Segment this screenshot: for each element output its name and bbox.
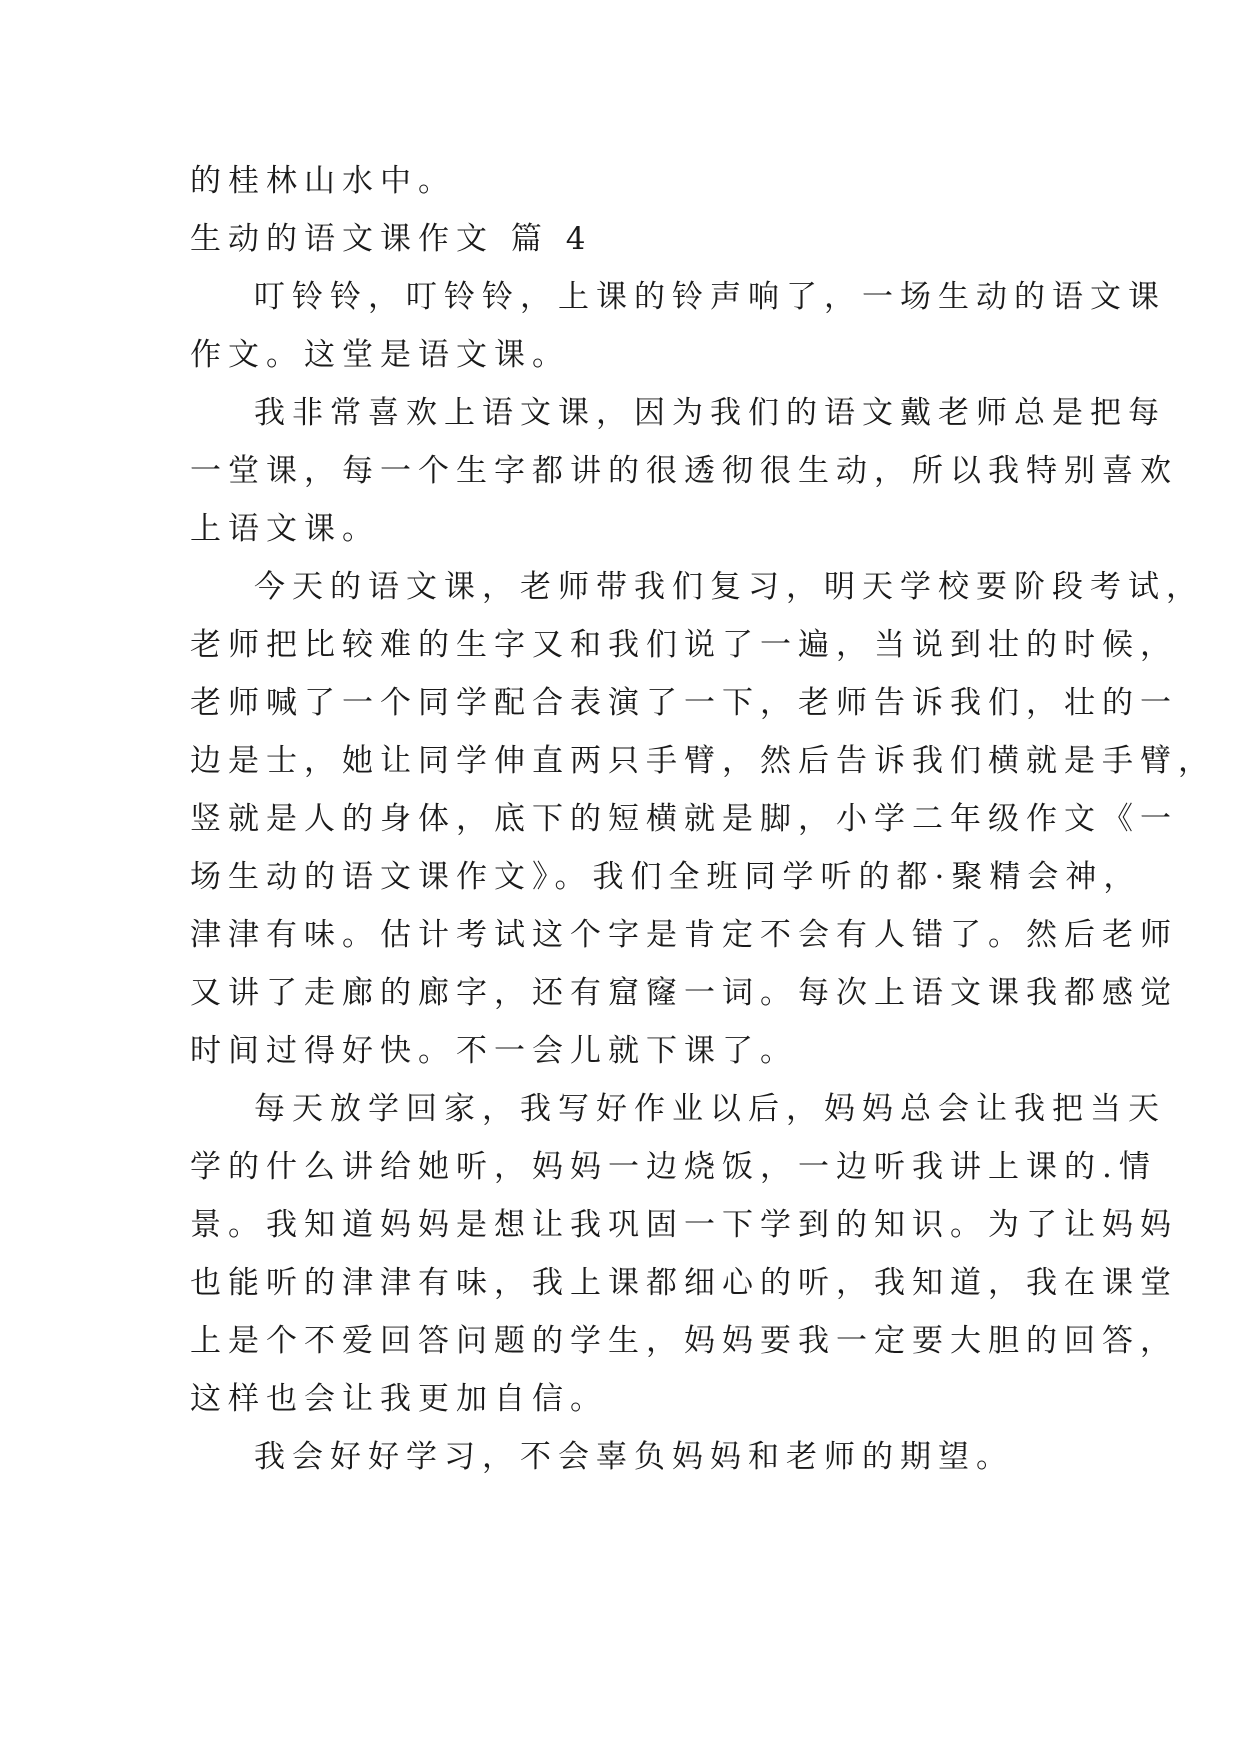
- paragraph-line: 老师喊了一个同学配合表演了一下，老师告诉我们，壮的一: [190, 685, 1178, 721]
- paragraph-5: [190, 1428, 1070, 1486]
- paragraph-3: [190, 558, 1216, 1080]
- paragraph-line: 我会好好学习，不会辜负妈妈和老师的期望。: [254, 1439, 1014, 1475]
- essay-heading: 生动的语文课作文 篇 4: [190, 221, 593, 257]
- paragraph-line: 今天的语文课，老师带我们复习，明天学校要阶段考试，: [254, 569, 1204, 605]
- paragraph-line: 景。我知道妈妈是想让我巩固一下学到的知识。为了让妈妈: [190, 1207, 1178, 1243]
- paragraph-line: 学的什么讲给她听，妈妈一边烧饭，一边听我讲上课的.情: [190, 1149, 1157, 1185]
- paragraph-line: 也能听的津津有味，我上课都细心的听，我知道，我在课堂: [190, 1265, 1178, 1301]
- paragraph-line: 上是个不爱回答问题的学生，妈妈要我一定要大胆的回答，: [190, 1323, 1178, 1359]
- paragraph-line: 上语文课。: [190, 511, 380, 547]
- continuation-line: 的桂林山水中。: [190, 163, 456, 199]
- paragraph-line: 场生动的语文课作文》。我们全班同学听的都·聚精会神，: [190, 859, 1142, 895]
- paragraph-2: [190, 384, 1178, 558]
- paragraph-line: 我非常喜欢上语文课，因为我们的语文戴老师总是把每: [254, 395, 1166, 431]
- paragraph-line: 时间过得好快。不一会儿就下课了。: [190, 1033, 798, 1069]
- paragraph-line: 一堂课，每一个生字都讲的很透彻很生动，所以我特别喜欢: [190, 453, 1178, 489]
- document-body: [190, 152, 1216, 1486]
- paragraph-line: 叮铃铃，叮铃铃，上课的铃声响了，一场生动的语文课: [254, 279, 1166, 315]
- paragraph-line: 每天放学回家，我写好作业以后，妈妈总会让我把当天: [254, 1091, 1166, 1127]
- paragraph-line: 津津有味。估计考试这个字是肯定不会有人错了。然后老师: [190, 917, 1178, 953]
- paragraph-4: [190, 1080, 1178, 1428]
- paragraph-line: 边是士，她让同学伸直两只手臂，然后告诉我们横就是手臂，: [190, 743, 1216, 779]
- paragraph-line: 作文。这堂是语文课。: [190, 337, 570, 373]
- paragraph-line: 又讲了走廊的廊字，还有窟窿一词。每次上语文课我都感觉: [190, 975, 1178, 1011]
- paragraph-1: [190, 268, 1166, 384]
- paragraph-line: 竖就是人的身体，底下的短横就是脚，小学二年级作文《一: [190, 801, 1178, 837]
- paragraph-line: 老师把比较难的生字又和我们说了一遍，当说到壮的时候，: [190, 627, 1178, 663]
- paragraph-line: 这样也会让我更加自信。: [190, 1381, 608, 1417]
